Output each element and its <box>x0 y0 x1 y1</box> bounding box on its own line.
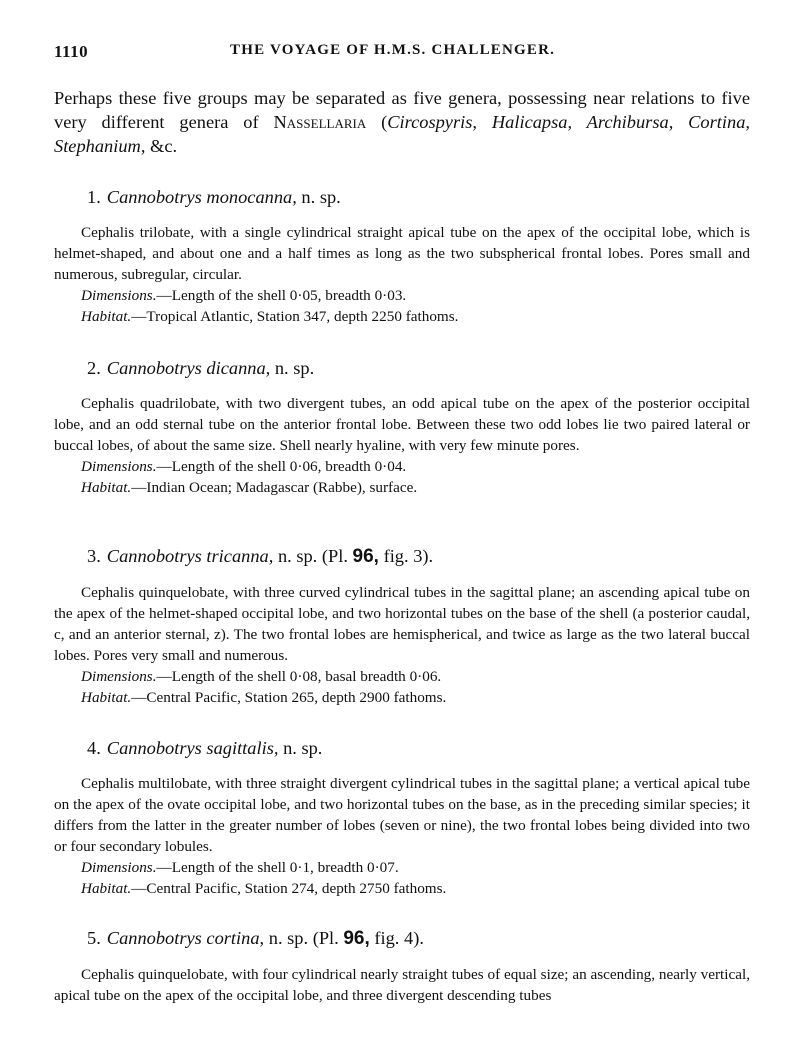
figure-ref: fig. 3). <box>378 546 434 566</box>
page-header <box>54 42 754 64</box>
group-name: Nassellaria <box>273 112 367 132</box>
species-habitat <box>54 878 750 899</box>
intro-text: Perhaps these five groups may be separated as five genera, possessing near relations to five very different genera of <box>54 88 750 132</box>
dimensions-label: Dimensions. <box>81 859 157 876</box>
species-heading <box>54 927 750 950</box>
species-heading <box>54 737 750 759</box>
dimensions-label: Dimensions. <box>81 458 157 475</box>
species-name: Cannobotrys dicanna, <box>106 358 271 378</box>
habitat-label: Habitat. <box>81 308 132 325</box>
species-name: Cannobotrys monocanna, <box>106 187 297 207</box>
species-suffix: n. sp. (Pl. <box>273 546 353 566</box>
species-number: 1. <box>87 187 101 207</box>
species-suffix: n. sp. <box>270 358 315 378</box>
species-number: 5. <box>87 928 101 948</box>
plate-number: 96, <box>352 546 379 567</box>
species-entry-5 <box>54 927 750 1006</box>
species-number: 3. <box>87 546 101 566</box>
species-heading <box>54 186 750 208</box>
species-entry-1 <box>54 186 750 327</box>
species-entry-4 <box>54 737 750 899</box>
species-dimensions <box>54 456 750 477</box>
habitat-value: —Tropical Atlantic, Station 347, depth 2250 fathoms. <box>131 308 459 325</box>
habitat-label: Habitat. <box>81 479 132 496</box>
species-heading <box>54 357 750 379</box>
species-name: Cannobotrys sagittalis, <box>106 738 279 758</box>
species-dimensions <box>54 285 750 306</box>
genera-list: Circospyris, Halicapsa, Archibursa, Cortina, Stephanium, <box>54 112 750 156</box>
species-description: Cephalis quadrilobate, with two divergent tubes, an odd apical tube on the apex of the posterior occipital lobe, and an odd sternal tube on the anterior frontal lobe. Between these two odd lobes lie two paired lateral or buccal lobes, of about the same size. Shell nearly hyaline, with very few minute pores. <box>54 395 750 454</box>
species-number: 4. <box>87 738 101 758</box>
species-habitat <box>54 477 750 498</box>
dimensions-label: Dimensions. <box>81 668 157 685</box>
species-number: 2. <box>87 358 101 378</box>
intro-end: &c. <box>145 136 178 156</box>
plate-number: 96, <box>343 928 370 949</box>
species-entry-2 <box>54 357 750 498</box>
dimensions-value: —Length of the shell 0·05, breadth 0·03. <box>156 287 407 304</box>
species-suffix: n. sp. <box>296 187 341 207</box>
intro-open: ( <box>366 112 388 132</box>
dimensions-value: —Length of the shell 0·06, breadth 0·04. <box>156 458 407 475</box>
running-title: THE VOYAGE OF H.M.S. CHALLENGER. <box>230 42 556 58</box>
species-suffix: n. sp. <box>278 738 323 758</box>
habitat-value: —Central Pacific, Station 274, depth 2750 fathoms. <box>131 880 447 897</box>
dimensions-value: —Length of the shell 0·1, breadth 0·07. <box>156 859 399 876</box>
dimensions-label: Dimensions. <box>81 287 157 304</box>
species-dimensions <box>54 666 750 687</box>
habitat-value: —Indian Ocean; Madagascar (Rabbe), surface. <box>131 479 418 496</box>
species-dimensions <box>54 857 750 878</box>
habitat-value: —Central Pacific, Station 265, depth 2900 fathoms. <box>131 689 447 706</box>
species-habitat <box>54 687 750 708</box>
species-description: Cephalis quinquelobate, with three curved cylindrical tubes in the sagittal plane; an ascending apical tube on the apex of the helmet-shaped occipital lobe, and two horizontal tubes on the base of the shell (a posterior caudal, c, and an anterior sternal, z). The two frontal lobes are hemispherical, and twice as large as the two lateral buccal lobes. Pores very small and numerous. <box>54 584 750 664</box>
species-name: Cannobotrys cortina, <box>106 928 265 948</box>
species-entry-3 <box>54 545 750 708</box>
species-suffix: n. sp. (Pl. <box>264 928 344 948</box>
habitat-label: Habitat. <box>81 689 132 706</box>
species-description: Cephalis quinquelobate, with four cylindrical nearly straight tubes of equal size; an ascending, nearly vertical, apical tube on the apex of the occipital lobe, and three divergent descending tubes <box>54 966 750 1004</box>
species-description: Cephalis multilobate, with three straight divergent cylindrical tubes in the sagittal plane; a vertical apical tube on the apex of the ovate occipital lobe, and two horizontal tubes on the base, as in the preceding similar species; it differs from the latter in the greater number of lobes (seven or nine), the two frontal lobes being divided into two or four secondary lobules. <box>54 775 750 855</box>
species-name: Cannobotrys tricanna, <box>106 546 274 566</box>
dimensions-value: —Length of the shell 0·08, basal breadth 0·06. <box>156 668 442 685</box>
figure-ref: fig. 4). <box>369 928 424 948</box>
page-number: 1110 <box>54 42 89 61</box>
habitat-label: Habitat. <box>81 880 132 897</box>
species-habitat <box>54 306 750 327</box>
species-description: Cephalis trilobate, with a single cylindrical straight apical tube on the apex of the occipital lobe, which is helmet-shaped, and about one and a half times as long as the two subspherical frontal lobes. Pores small and numerous, subregular, circular. <box>54 224 750 283</box>
intro-paragraph <box>54 86 750 158</box>
species-heading <box>54 545 750 568</box>
